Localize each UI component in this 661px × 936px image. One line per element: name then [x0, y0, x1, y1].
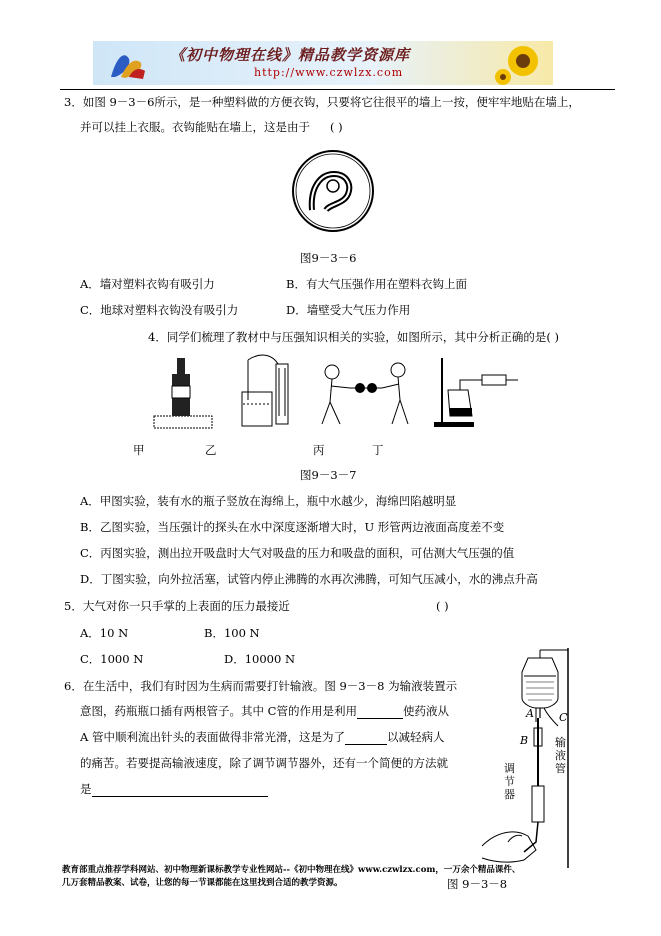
q6-line3 [80, 729, 444, 745]
q6-line2-text: 意图，药瓶瓶口插有两根管子。其中 C管的作用是利用 [80, 704, 357, 718]
fig-label-c: C [559, 711, 568, 724]
suction-cup-pull-drawing [322, 363, 408, 424]
q6-blank-3[interactable] [92, 785, 268, 797]
q6-blank-2[interactable] [345, 733, 387, 745]
q5-stem: 5．大气对你一只手掌的上表面的压力最接近 [64, 599, 290, 613]
q6-line3-tail: 以减轻病人 [386, 730, 445, 744]
label-bing: 丙 [313, 443, 325, 457]
q3-stem-line2: 并可以挂上衣服。衣钩能贴在墙上，这是由于 [80, 120, 310, 134]
q3-answer-paren: ( ) [330, 120, 343, 134]
q5-option-a: A．10 N [80, 626, 129, 640]
q5-option-b: B．100 N [204, 626, 260, 640]
header-rule [60, 89, 615, 90]
plastic-hook-figure [290, 148, 376, 234]
q6-blank-1[interactable] [357, 707, 403, 719]
pressure-gauge-drawing [242, 355, 288, 426]
q4-option-d: D．丁图实验，向外拉活塞，试管内停止沸腾的水再次沸腾，可知气压减小，水的沸点升高 [80, 572, 538, 586]
q3-option-c: C．地球对塑料衣钩没有吸引力 [80, 303, 239, 317]
q6-line5 [80, 781, 268, 797]
fig-label-regulator: 调节器 [504, 762, 515, 801]
sunflower-icon [493, 43, 549, 85]
q6-line4: 的痛苦。若要提高输液速度，除了调节调节器外，还有一个简便的方法就 [80, 756, 448, 770]
bottle-on-sponge-drawing [154, 358, 212, 428]
footer-line1: 教育部重点推荐学科网站、初中物理新课标教学专业性网站--《初中物理在线》www.czwlzx.com，一万余个精品课件、 [62, 865, 521, 875]
q3-stem-line1: 3．如图 9－3－6所示，是一种塑料做的方便衣钩，只要将它往很平的墙上一按，便牢牢地贴在墙上， [64, 95, 580, 109]
footer-line2: 几万套精品教案、试卷，让您的每一节课都能在这里找到合适的教学资源。 [62, 878, 343, 888]
q4-option-b: B．乙图实验，当压强计的探头在水中深度逐渐增大时，U 形管两边液面高度差不变 [80, 520, 505, 534]
q6-line5-text: 是 [80, 782, 92, 796]
figure-caption-9-3-6: 图9－3－6 [300, 251, 357, 265]
figure-caption-9-3-7: 图9－3－7 [300, 468, 357, 482]
q6-line2 [80, 703, 449, 719]
q6-line3-text: A 管中顺利流出针头的表面做得非常光滑，这是为了 [80, 730, 345, 744]
q5-option-d: D．10000 N [224, 652, 296, 666]
pressure-experiments-figure [150, 350, 530, 432]
fig-label-a: A [526, 707, 534, 720]
q4-stem: 4．同学们梳理了教材中与压强知识相关的实验，如图所示，其中分析正确的是( ) [148, 330, 559, 344]
banner-url: http://www.czwlzx.com [254, 66, 404, 79]
fig-label-b: B [520, 734, 529, 747]
label-yi: 乙 [205, 443, 217, 457]
boiling-flask-syringe-drawing [434, 358, 518, 427]
q6-line1: 6．在生活中，我们有时因为生病而需要打针输液。图 9－3－8 为输液装置示 [64, 679, 458, 693]
q4-option-c: C．丙图实验，测出拉开吸盘时大气对吸盘的压力和吸盘的面积，可估测大气压强的值 [80, 546, 515, 560]
q3-option-d: D．墙壁受大气压力作用 [286, 303, 411, 317]
q4-option-a: A．甲图实验，装有水的瓶子竖放在海绵上，瓶中水越少，海绵凹陷越明显 [80, 494, 457, 508]
q5-answer-paren: ( ) [436, 599, 449, 613]
q3-option-b: B．有大气压强作用在塑料衣钩上面 [286, 277, 467, 291]
figure-caption-9-3-8: 图 9－3－8 [447, 877, 508, 891]
fig-label-tube: 输液管 [555, 736, 566, 775]
site-logo-icon [107, 47, 147, 81]
q3-option-a: A．墙对塑料衣钩有吸引力 [80, 277, 215, 291]
label-jia: 甲 [133, 443, 145, 457]
label-ding: 丁 [372, 443, 384, 457]
banner-title: 《初中物理在线》精品教学资源库 [170, 46, 411, 64]
q5-option-c: C．1000 N [80, 652, 144, 666]
q6-line2-tail: 使药液从 [402, 704, 449, 718]
